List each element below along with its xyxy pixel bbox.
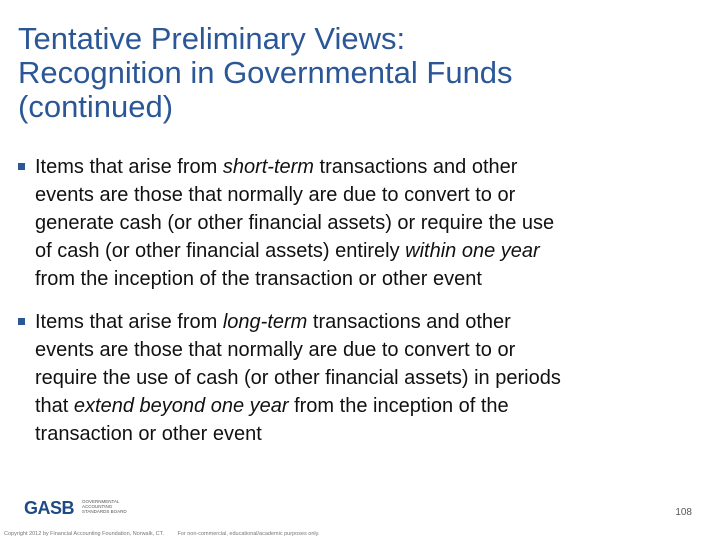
bullet-short-term — [18, 153, 708, 293]
emphasis-text: short-term — [222, 156, 314, 178]
gasb-logo-mark: GASB — [24, 498, 75, 518]
bullet-line — [35, 308, 708, 336]
bullet-line — [35, 392, 708, 420]
usage-notice: For non-commercial, educational/academic purposes only. — [177, 531, 320, 537]
gasb-logo — [24, 498, 184, 520]
bullet-text: transactions and other — [313, 156, 518, 178]
gasb-logo-subtitle-line: GOVERNMENTAL — [82, 499, 120, 504]
gasb-logo-subtitle — [82, 499, 152, 514]
bullet-line: generate cash (or other financial assets) or require the use — [35, 212, 555, 234]
bullet-text: Items that arise from — [35, 311, 223, 333]
bullet-text: Items that arise from — [35, 156, 223, 178]
bullet-line: events are those that normally are due to convert to or — [35, 184, 516, 206]
bullet-line — [35, 237, 708, 265]
copyright-notice: Copyright 2012 by Financial Accounting Foundation, Norwalk, CT. — [4, 531, 164, 537]
bullet-text: from the inception of the — [288, 395, 509, 417]
bullet-text: of cash (or other financial assets) entirely — [35, 240, 406, 262]
slide-title-line-3: (continued) — [18, 89, 174, 124]
bullet-line: events are those that normally are due to convert to or — [35, 339, 516, 361]
bullet-line: require the use of cash (or other financial assets) in periods — [35, 367, 561, 389]
bullet-text: that — [35, 395, 74, 417]
square-bullet-icon — [18, 163, 25, 170]
page-number: 108 — [675, 507, 692, 518]
square-bullet-icon — [18, 318, 25, 325]
gasb-logo-subtitle-line: STANDARDS BOARD — [82, 509, 127, 514]
bullet-text: transactions and other — [307, 311, 511, 333]
bullet-list — [18, 153, 708, 448]
emphasis-text: extend beyond one year — [73, 395, 289, 417]
slide-title-line-1: Tentative Preliminary Views: — [18, 21, 406, 56]
bullet-line: from the inception of the transaction or other event — [35, 268, 482, 290]
slide-title-line-2: Recognition in Governmental Funds — [18, 55, 513, 90]
gasb-logo-subtitle-line: ACCOUNTING — [82, 504, 113, 509]
footer — [4, 531, 320, 537]
bullet-line: transaction or other event — [35, 423, 262, 445]
emphasis-text: long-term — [222, 311, 308, 333]
slide-title — [18, 22, 708, 124]
bullet-line — [35, 153, 708, 181]
emphasis-text: within one year — [405, 240, 540, 262]
bullet-long-term — [18, 308, 708, 448]
